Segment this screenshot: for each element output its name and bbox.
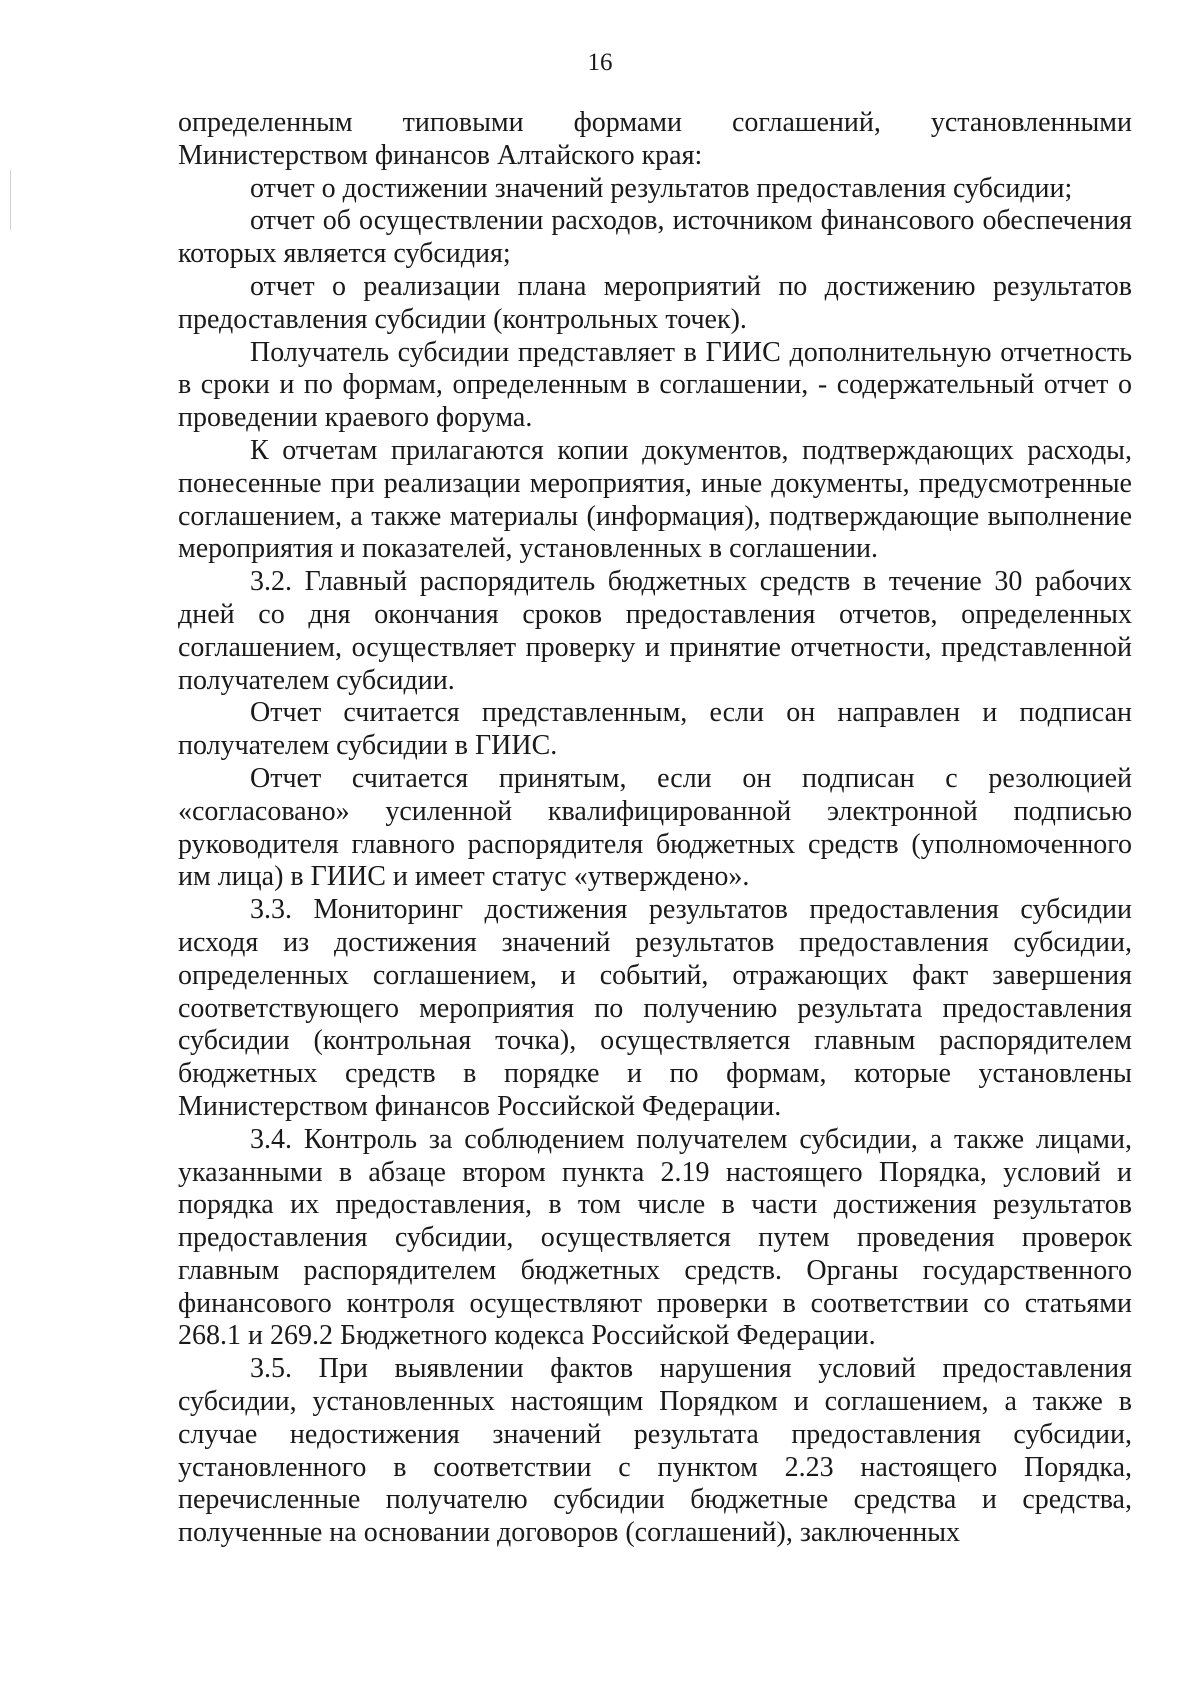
paragraph-3-3: 3.3. Мониторинг достижения результатов предоставления субсидии исходя из достижения значений результатов предоставления субсидии, определенных соглашением, и событий, отражающих факт завершения соответствующего мероприятия по получению результата предоставления субсидии (контрольная точка), осуществляется главным распорядителем бюджетных средств в порядке и по формам, которые установлены Министерством финансов Российской Федерации. [178,894,1132,1122]
paragraph-report-results: отчет о достижении значений результатов предоставления субсидии; [250,172,1073,204]
paragraph-continuation: определенным типовыми формами соглашений, установленными Министерством финансов Алтайского края: [178,107,1132,171]
paragraph-attachments: К отчетам прилагаются копии документов, подтверждающих расходы, понесенные при реализации мероприятия, иные документы, предусмотренные соглашением, а также материалы (информация), подтверждающие выполнение мероприятия и показателей, установленных в соглашении. [178,434,1132,565]
paragraph-report-plan: отчет о реализации плана мероприятий по достижению результатов предоставления субсидии (контрольных точек). [178,270,1132,335]
document-body [178,107,1132,1550]
paragraph-report-accepted: Отчет считается принятым, если он подписан с резолюцией «согласовано» усиленной квалифицированной электронной подписью руководителя главного распорядителя бюджетных средств (уполномоченного им лица) в ГИИС и имеет статус «утверждено». [178,762,1132,893]
paragraph-3-4: 3.4. Контроль за соблюдением получателем субсидии, а также лицами, указанными в абзаце втором пункта 2.19 настоящего Порядка, условий и порядка их предоставления, в том числе в части достижения результатов предоставления субсидии, осуществляется путем проведения проверок главным распорядителем бюджетных средств. Органы государственного финансового контроля осуществляют проверки в соответствии со статьями 268.1 и 269.2 Бюджетного кодекса Российской Федерации. [178,1123,1132,1352]
scan-edge-mark [10,170,11,230]
paragraph-3-2: 3.2. Главный распорядитель бюджетных средств в течение 30 рабочих дней со дня окончания сроков предоставления отчетов, определенных соглашением, осуществляет проверку и принятие отчетности, представленной получателем субсидии. [178,566,1132,696]
paragraph-report-expenses: отчет об осуществлении расходов, источником финансового обеспечения которых является субсидия; [178,205,1132,270]
paragraph-3-5: 3.5. При выявлении фактов нарушения условий предоставления субсидии, установленных настоящим Порядком и соглашением, а также в случае недостижения значений результата предоставления субсидии, установленного в соответствии с пунктом 2.23 настоящего Порядка, перечисленные получателю субсидии бюджетные средства и средства, полученные на основании договоров (соглашений), заключенных [178,1353,1132,1549]
page-number: 16 [587,49,613,76]
paragraph-additional-reporting: Получатель субсидии представляет в ГИИС дополнительную отчетность в сроки и по формам, определенным в соглашении, - содержательный отчет о проведении краевого форума. [178,336,1132,434]
paragraph-report-submitted: Отчет считается представленным, если он направлен и подписан получателем субсидии в ГИИС. [178,697,1132,762]
